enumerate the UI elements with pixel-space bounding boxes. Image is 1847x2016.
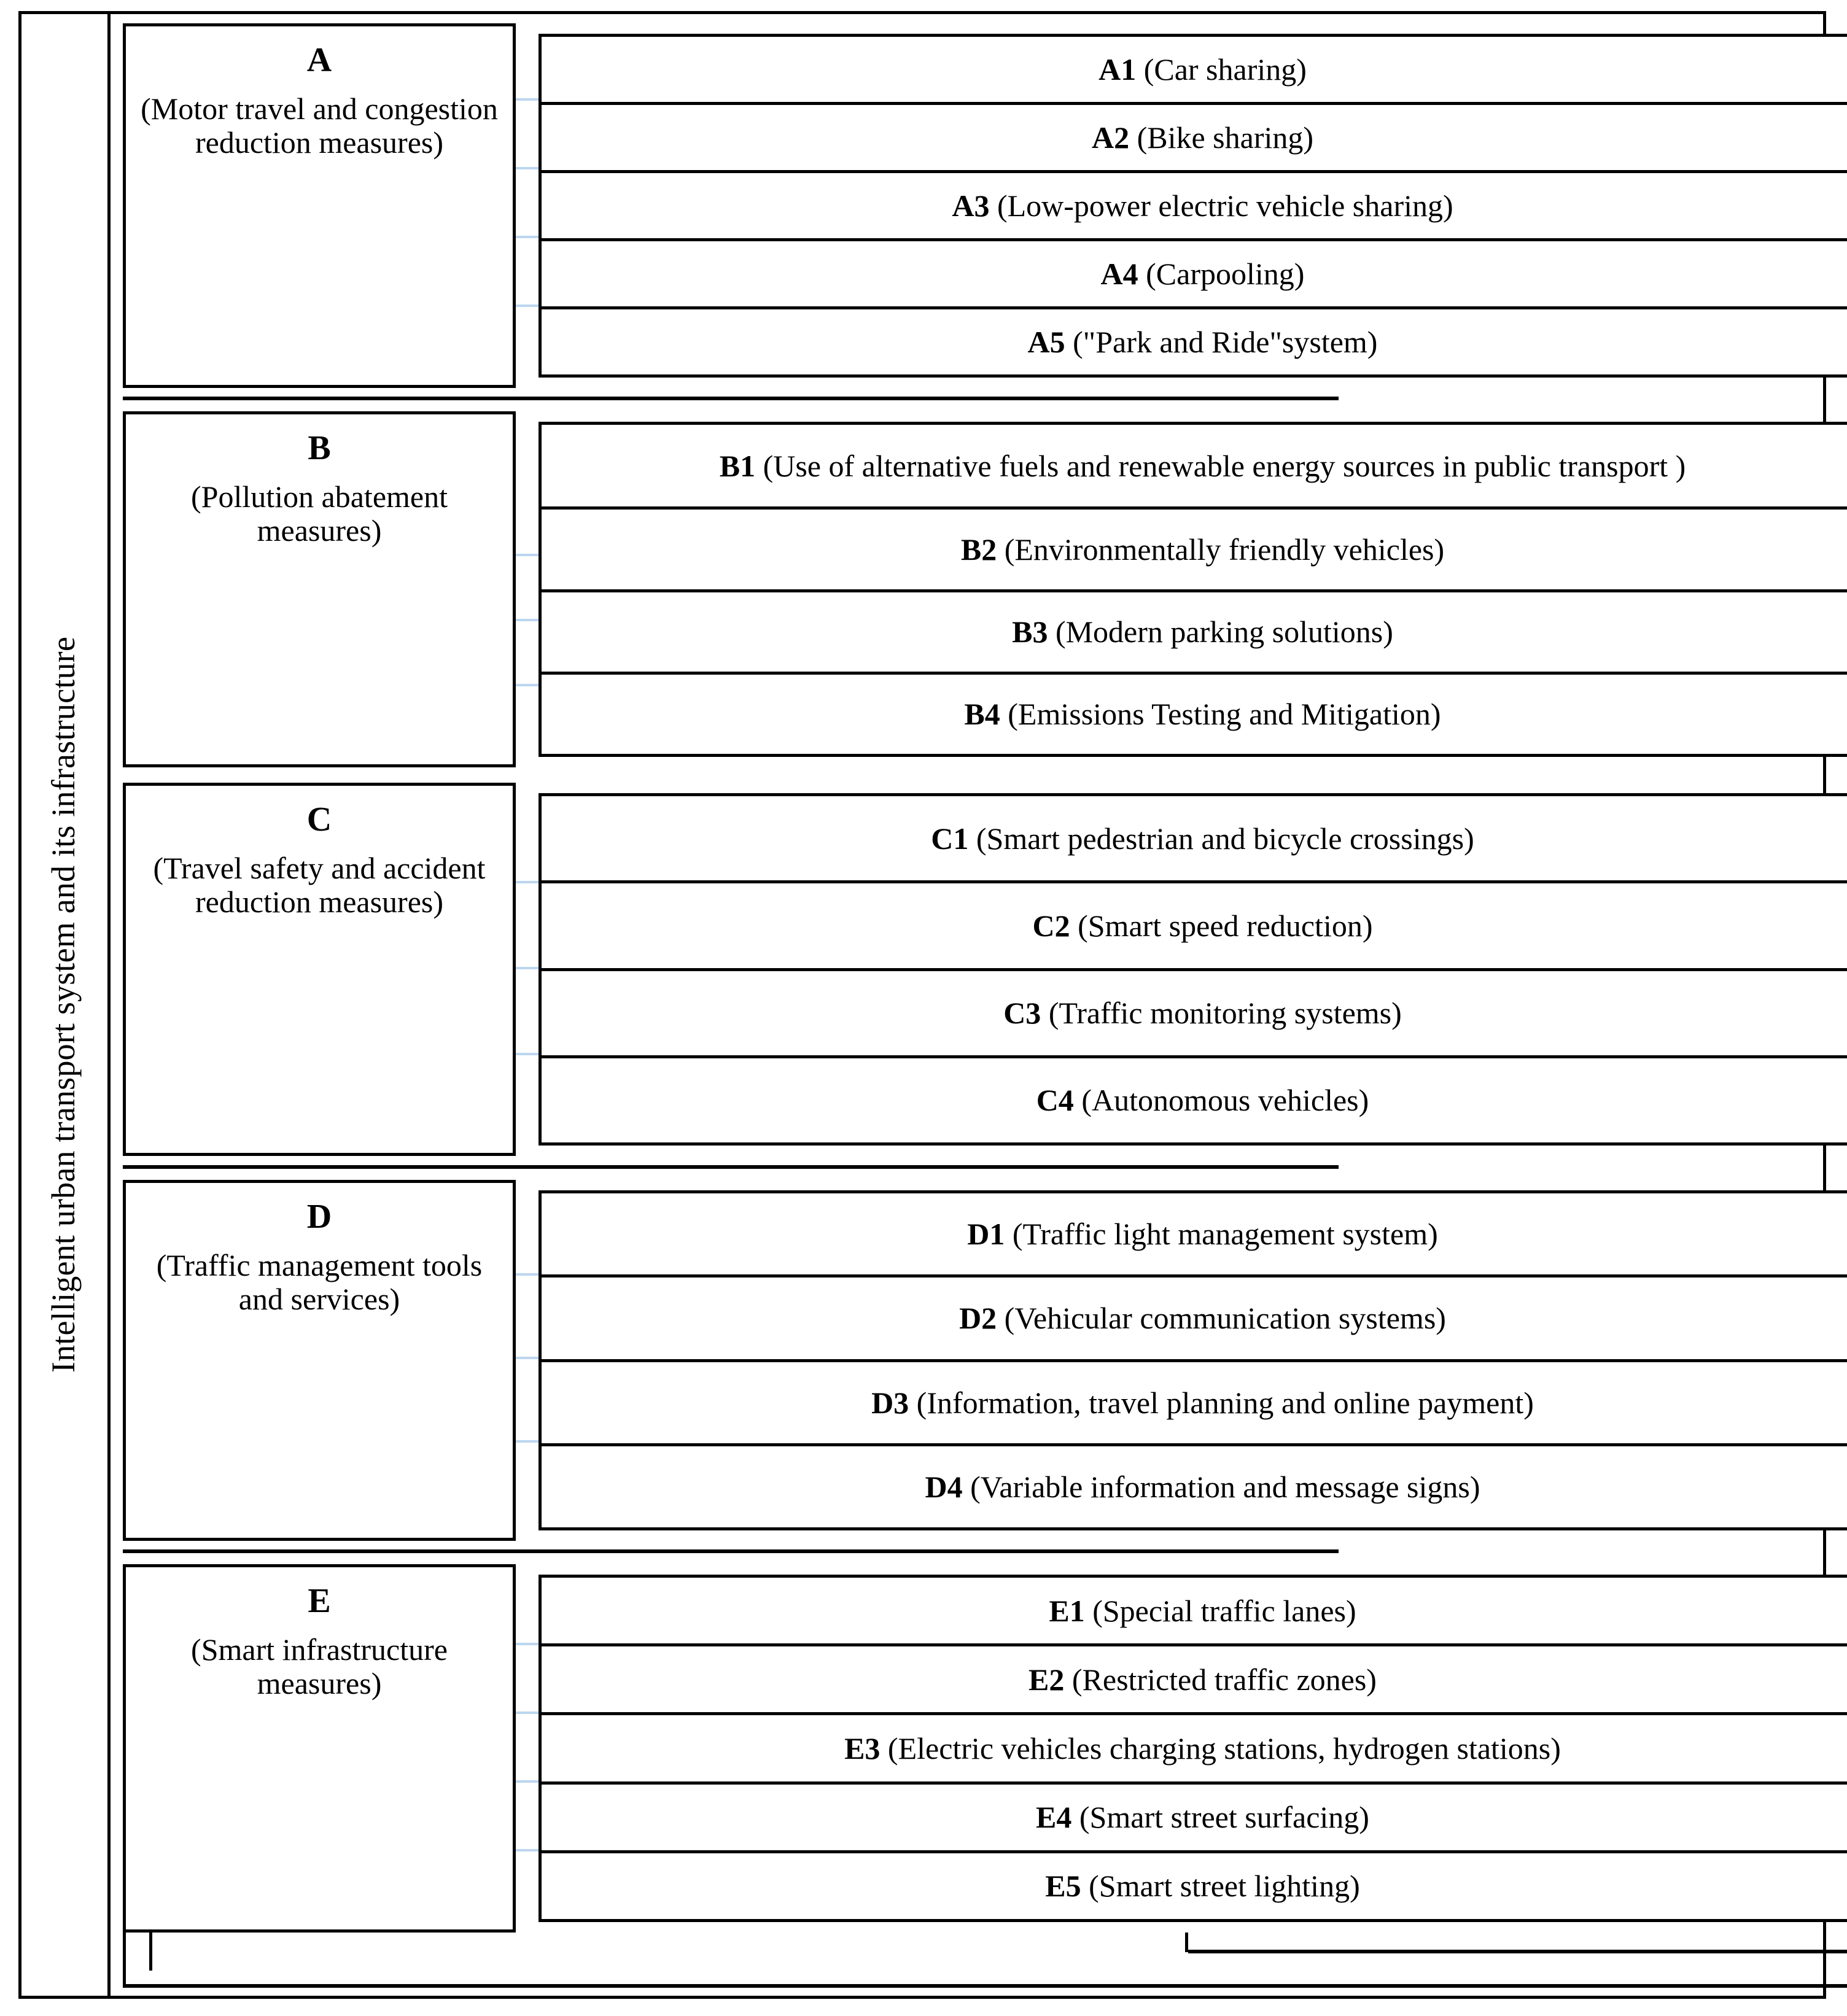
item-row[interactable] <box>542 1193 1847 1277</box>
category-box-e[interactable] <box>123 1564 516 1933</box>
category-description-c: (Travel safety and accident reduction measures) <box>153 850 486 919</box>
item-code: D2 <box>959 1301 997 1336</box>
item-code: C2 <box>1032 908 1070 943</box>
category-description-e: (Smart infrastructure measures) <box>191 1632 448 1700</box>
category-letter-a: A <box>306 41 332 79</box>
item-text: (Electric vehicles charging stations, hydrogen stations) <box>880 1731 1561 1766</box>
group-c <box>123 783 1847 1156</box>
connector-line <box>516 1712 539 1714</box>
bottom-left-vline <box>123 1933 126 1987</box>
items-d <box>539 1190 1847 1530</box>
category-description-a: (Motor travel and congestion reduction measures) <box>141 91 498 160</box>
category-letter-d: D <box>306 1198 332 1236</box>
item-code: E5 <box>1045 1869 1081 1904</box>
item-code: E3 <box>844 1731 881 1766</box>
item-row[interactable] <box>542 105 1847 173</box>
category-description-d: (Traffic management tools and services) <box>156 1247 483 1316</box>
group-e <box>123 1564 1847 1933</box>
items-e <box>539 1575 1847 1922</box>
category-box-c[interactable] <box>123 783 516 1156</box>
item-text: (Use of alternative fuels and renewable energy sources in public transport ) <box>755 448 1686 483</box>
connector-line <box>516 619 539 621</box>
item-row[interactable] <box>542 510 1847 592</box>
group-rule-c <box>123 1165 1339 1169</box>
group-d <box>123 1180 1847 1541</box>
item-row[interactable] <box>542 1578 1847 1646</box>
item-text: (Smart street lighting) <box>1081 1869 1360 1904</box>
item-row[interactable] <box>542 309 1847 374</box>
connector-line <box>516 967 539 969</box>
bottom-rule-right <box>1188 1950 1847 1953</box>
item-row[interactable] <box>542 1362 1847 1446</box>
item-text: (Traffic light management system) <box>1005 1217 1438 1252</box>
item-row[interactable] <box>542 1058 1847 1142</box>
item-text: (Environmentally friendly vehicles) <box>997 532 1445 567</box>
category-description-b: (Pollution abatement measures) <box>191 479 448 548</box>
item-text: ("Park and Ride"system) <box>1065 325 1378 359</box>
category-letter-c: C <box>306 801 332 839</box>
item-text: (Emissions Testing and Mitigation) <box>1000 697 1441 732</box>
group-a <box>123 23 1847 388</box>
item-code: C4 <box>1036 1083 1074 1118</box>
connector-line <box>516 1440 539 1443</box>
root-label-text: Intelligent urban transport system and its infrastructure <box>44 637 82 1373</box>
item-text: (Smart speed reduction) <box>1070 908 1373 943</box>
category-box-b[interactable] <box>123 411 516 767</box>
connector-line <box>516 98 539 101</box>
item-row[interactable] <box>542 971 1847 1058</box>
category-letter-b: B <box>308 429 331 467</box>
item-row[interactable] <box>542 241 1847 309</box>
connector-line <box>516 684 539 686</box>
item-code: D1 <box>967 1217 1005 1252</box>
connector-line <box>516 236 539 238</box>
items-b <box>539 422 1847 757</box>
connector-line <box>516 1053 539 1055</box>
group-b <box>123 411 1847 767</box>
item-code: C1 <box>931 821 969 856</box>
item-text: (Low-power electric vehicle sharing) <box>989 188 1453 223</box>
root-label-column <box>18 11 111 1999</box>
item-text: (Special traffic lanes) <box>1084 1593 1356 1628</box>
bottom-rule-full <box>123 1984 1847 1988</box>
bottom-connector-vline <box>1185 1933 1188 1952</box>
item-text: (Variable information and message signs) <box>962 1469 1480 1504</box>
item-text: (Modern parking solutions) <box>1048 614 1393 649</box>
item-code: D4 <box>925 1469 963 1504</box>
item-code: D3 <box>871 1385 909 1420</box>
item-code: A5 <box>1027 325 1065 359</box>
connector-line <box>516 1780 539 1783</box>
items-a <box>539 34 1847 378</box>
item-text: (Carpooling) <box>1138 257 1305 291</box>
connector-line <box>516 1357 539 1359</box>
item-text: (Car sharing) <box>1136 52 1307 87</box>
category-box-d[interactable] <box>123 1180 516 1541</box>
item-row[interactable] <box>542 1785 1847 1853</box>
item-code: B2 <box>960 532 997 567</box>
connector-line <box>516 1643 539 1645</box>
connector-line <box>516 554 539 556</box>
item-row[interactable] <box>542 675 1847 754</box>
item-row[interactable] <box>542 1446 1847 1527</box>
item-text: (Smart pedestrian and bicycle crossings) <box>968 821 1474 856</box>
item-code: E4 <box>1036 1800 1072 1835</box>
group-rule-a <box>123 397 1339 400</box>
item-text: (Vehicular communication systems) <box>997 1301 1446 1336</box>
item-row[interactable] <box>542 173 1847 241</box>
connector-line <box>516 304 539 307</box>
category-letter-e: E <box>308 1582 331 1620</box>
item-row[interactable] <box>542 883 1847 971</box>
item-row[interactable] <box>542 592 1847 675</box>
item-code: B4 <box>964 697 1000 732</box>
item-row[interactable] <box>542 1646 1847 1715</box>
item-text: (Information, travel planning and online payment) <box>909 1385 1534 1420</box>
bottom-left-inner-vline <box>149 1933 152 1971</box>
item-text: (Traffic monitoring systems) <box>1041 996 1402 1031</box>
item-code: A1 <box>1098 52 1137 87</box>
category-box-a[interactable] <box>123 23 516 388</box>
item-code: B1 <box>719 448 756 483</box>
item-row[interactable] <box>542 37 1847 105</box>
connector-line <box>516 1273 539 1276</box>
connector-line <box>516 881 539 883</box>
item-code: B3 <box>1012 614 1048 649</box>
item-code: A2 <box>1091 120 1130 155</box>
item-row[interactable] <box>542 1277 1847 1362</box>
connector-line <box>516 167 539 169</box>
item-text: (Bike sharing) <box>1129 120 1314 155</box>
item-row[interactable] <box>542 1853 1847 1919</box>
item-text: (Smart street surfacing) <box>1071 1800 1369 1835</box>
item-text: (Autonomous vehicles) <box>1073 1083 1369 1118</box>
connector-line <box>516 1849 539 1851</box>
item-code: A4 <box>1100 257 1138 291</box>
items-c <box>539 793 1847 1146</box>
item-code: A3 <box>952 188 990 223</box>
item-row[interactable] <box>542 796 1847 883</box>
item-code: C3 <box>1003 996 1041 1031</box>
item-row[interactable] <box>542 1715 1847 1784</box>
item-text: (Restricted traffic zones) <box>1064 1662 1377 1697</box>
item-row[interactable] <box>542 425 1847 510</box>
item-code: E1 <box>1049 1593 1085 1628</box>
item-code: E2 <box>1028 1662 1065 1697</box>
group-rule-d <box>123 1549 1339 1553</box>
